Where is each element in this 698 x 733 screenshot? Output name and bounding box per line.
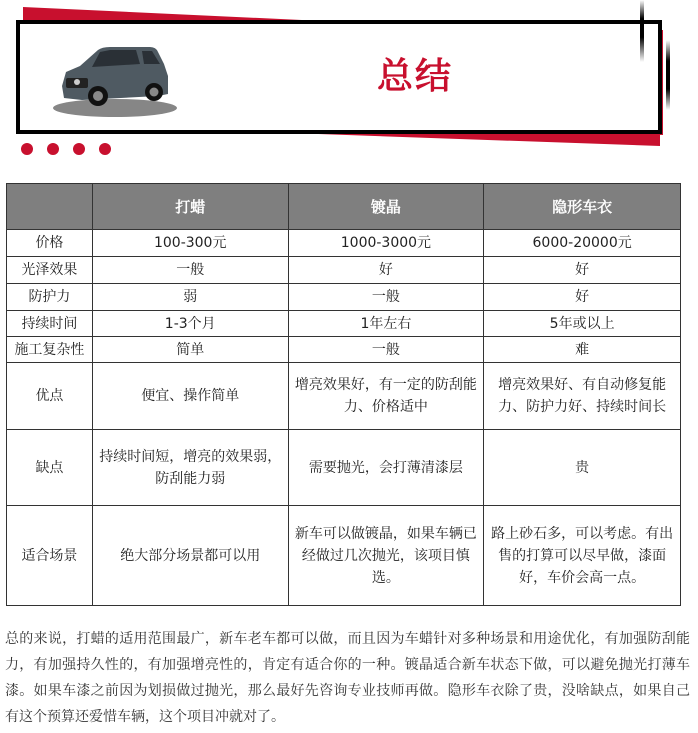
table-cell: 便宜、操作简单 xyxy=(92,363,288,430)
section-title: 总结 xyxy=(376,56,453,97)
header-cell-wax: 打蜡 xyxy=(92,184,288,230)
table-cell: 6000-20000元 xyxy=(484,230,681,257)
table-cell: 1000-3000元 xyxy=(288,230,484,257)
table-cell: 难 xyxy=(484,337,681,363)
row-label: 缺点 xyxy=(7,430,93,506)
row-label: 适合场景 xyxy=(7,506,93,606)
table-cell: 持续时间短，增亮的效果弱，防刮能力弱 xyxy=(92,430,288,506)
table-cell: 好 xyxy=(484,284,681,311)
table-cell: 1年左右 xyxy=(288,311,484,337)
dot-icon xyxy=(21,143,33,155)
table-row xyxy=(7,430,681,506)
table-cell: 5年或以上 xyxy=(484,311,681,337)
row-label: 光泽效果 xyxy=(7,257,93,284)
table-cell: 好 xyxy=(484,257,681,284)
table-row xyxy=(7,311,681,337)
dot-icon xyxy=(47,143,59,155)
red-accent-bottom xyxy=(290,133,660,146)
table-row xyxy=(7,337,681,363)
table-cell: 1-3个月 xyxy=(92,311,288,337)
table-cell: 增亮效果好、有自动修复能力、防护力好、持续时间长 xyxy=(484,363,681,430)
table-row xyxy=(7,363,681,430)
table-cell: 简单 xyxy=(92,337,288,363)
section-banner xyxy=(0,0,698,170)
header-cell-empty xyxy=(7,184,93,230)
header-cell-ppf: 隐形车衣 xyxy=(484,184,681,230)
table-header-row xyxy=(7,184,681,230)
table-row xyxy=(7,284,681,311)
table-cell: 一般 xyxy=(288,337,484,363)
row-label: 优点 xyxy=(7,363,93,430)
table-cell: 一般 xyxy=(288,284,484,311)
table-cell: 路上砂石多，可以考虑。有出售的打算可以尽早做，漆面好，车价会高一点。 xyxy=(484,506,681,606)
dot-icon xyxy=(73,143,85,155)
brush-stroke-decoration xyxy=(640,0,644,62)
table-cell: 需要抛光，会打薄清漆层 xyxy=(288,430,484,506)
table-row xyxy=(7,257,681,284)
table-cell: 弱 xyxy=(92,284,288,311)
red-accent-top xyxy=(23,7,323,21)
dots-decoration xyxy=(21,143,111,155)
table-cell: 一般 xyxy=(92,257,288,284)
header-cell-coating: 镀晶 xyxy=(288,184,484,230)
table-row xyxy=(7,506,681,606)
dot-icon xyxy=(99,143,111,155)
brush-stroke-decoration xyxy=(666,40,670,110)
table-cell: 绝大部分场景都可以用 xyxy=(92,506,288,606)
row-label: 持续时间 xyxy=(7,311,93,337)
summary-paragraph: 总的来说，打蜡的适用范围最广，新车老车都可以做，而且因为车蜡针对多种场景和用途优化，有加强防刮能力，有加强持久性的，有加强增亮性的，肯定有适合你的一种。镀晶适合新车状态下做，可以避免抛光打薄车漆。如果车漆之前因为划损做过抛光，那么最好先咨询专业技师再做。隐形车衣除了贵，没啥缺点，如果自己有这个预算还爱惜车辆，这个项目冲就对了。 xyxy=(5,631,690,725)
row-label: 价格 xyxy=(7,230,93,257)
table-cell: 增亮效果好，有一定的防刮能力、价格适中 xyxy=(288,363,484,430)
table-cell: 好 xyxy=(288,257,484,284)
table-row xyxy=(7,230,681,257)
comparison-table xyxy=(6,183,681,606)
row-label: 防护力 xyxy=(7,284,93,311)
row-label: 施工复杂性 xyxy=(7,337,93,363)
table-cell: 贵 xyxy=(484,430,681,506)
car-image xyxy=(40,36,190,120)
table-cell: 100-300元 xyxy=(92,230,288,257)
table-cell: 新车可以做镀晶，如果车辆已经做过几次抛光，该项目慎选。 xyxy=(288,506,484,606)
